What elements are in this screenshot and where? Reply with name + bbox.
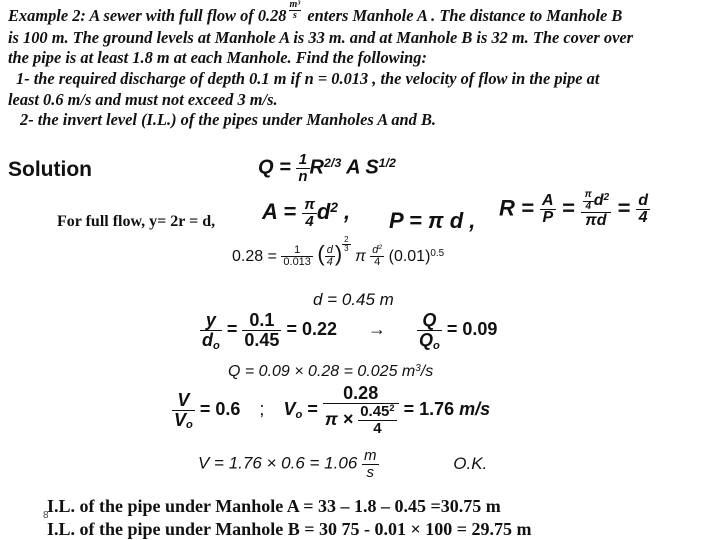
vo-den: [172, 411, 195, 430]
ratio-eq1: =: [226, 319, 238, 340]
area-equation: [262, 197, 350, 230]
step1-exp-frac: [342, 236, 350, 254]
step1-paren-frac: [325, 245, 335, 269]
perimeter-equation: [389, 208, 475, 234]
radius-frac-3: [636, 193, 650, 228]
perimeter-text: P = π d: [389, 208, 464, 233]
area-frac-num: π: [304, 196, 315, 213]
vo-label: [283, 399, 302, 419]
area-lhs: A: [262, 199, 278, 225]
ratio-value-den: 0.45: [244, 329, 280, 350]
vo-eq: =: [307, 398, 318, 419]
velocity-semicolon: ;: [259, 398, 265, 419]
area-exp: 2: [330, 199, 338, 215]
ratio-eq2: = 0.22: [286, 319, 337, 340]
q-num: Q: [417, 311, 442, 331]
problem-statement: [8, 0, 714, 131]
area-frac-den: 4: [305, 212, 314, 230]
step1-pi: π: [355, 248, 366, 265]
radius-frac-2-den: πd: [585, 212, 607, 229]
vo-frac-num: 0.28: [323, 384, 399, 404]
radius-frac-2-num: [581, 190, 611, 213]
step1-eq: =: [267, 248, 277, 265]
manning-r-exp: 2/3: [324, 155, 342, 170]
step1-frac: [281, 245, 313, 269]
q-result-unit-tail: /s: [420, 363, 434, 380]
q-result-text: Q = 0.09 × 0.28 = 0.025: [228, 363, 398, 380]
ratio-value-frac: [242, 311, 281, 350]
radius-pi-den: 4: [585, 200, 592, 212]
v-final-text: V = 1.76 × 0.6 = 1.06: [198, 453, 358, 473]
ratio-eq3: = 0.09: [446, 319, 498, 340]
radius-eq2: =: [561, 195, 575, 221]
invert-level-a: I.L. of the pipe under Manhole A = 33 – 1.8 – 0.45 =30.75 m: [47, 496, 501, 516]
step1-paren-num: d: [326, 243, 333, 256]
manning-a: A: [346, 156, 360, 179]
radius-frac-1-den: P: [542, 209, 554, 227]
radius-pi: π: [584, 189, 592, 200]
problem-line-1: [8, 0, 714, 28]
manning-r: R: [309, 156, 324, 179]
manning-s: S: [365, 156, 379, 179]
area-d: d: [316, 199, 331, 225]
v-num: V: [172, 391, 195, 411]
area-eq: =: [283, 199, 297, 225]
step1-equation: [232, 234, 445, 269]
step1-paren-close: ): [334, 241, 343, 266]
d-result: d = 0.45 m: [313, 290, 394, 309]
area-frac: [302, 197, 317, 230]
ratio-equation: [200, 311, 497, 350]
y-over-do: [200, 311, 222, 350]
manning-frac-num: 1: [296, 152, 309, 169]
manning-eq: =: [279, 156, 291, 179]
radius-equation: [499, 190, 650, 230]
vo-v: V: [174, 409, 187, 430]
problem-line-2: is 100 m. The ground levels at Manhole A is 33 m. and at Manhole B is 32 m. The cover over: [8, 27, 633, 47]
vo-frac-inner-den: 4: [373, 419, 382, 437]
area-sep: ,: [344, 199, 351, 225]
flow-unit-num: m³: [289, 0, 301, 10]
radius-frac-3-num: d: [638, 191, 648, 209]
v-final-unit-den: s: [366, 463, 375, 481]
velocity-ratio-eq: = 0.6: [199, 398, 241, 419]
vo-unit: m/s: [459, 398, 491, 419]
step1-paren-open: (: [317, 241, 325, 266]
radius-d: d: [593, 192, 604, 210]
manning-frac-den: n: [298, 167, 308, 185]
vo-frac-inner-num: [358, 404, 396, 421]
flow-unit-den: s: [292, 9, 297, 21]
qo-q: Q: [419, 329, 434, 350]
radius-frac-2: [581, 190, 611, 230]
y-num: y: [200, 311, 222, 331]
vo-frac-inner-exp: 2: [389, 402, 395, 413]
step1-exp-den: 3: [344, 244, 349, 254]
solution-heading: Solution: [8, 158, 92, 181]
problem-line-3: the pipe is at least 1.8 m at each Manhole. Find the following:: [8, 48, 427, 68]
velocity-equation: [172, 384, 490, 436]
manning-s-exp: 1/2: [378, 155, 396, 170]
vo-frac: [323, 384, 399, 436]
vo-frac-den: [323, 404, 399, 437]
qo-den: [417, 331, 442, 350]
slide-number: 8: [43, 510, 49, 521]
vo-frac-den-pi: π ×: [324, 408, 354, 429]
radius-pi-4: [583, 190, 594, 212]
invert-level-b: I.L. of the pipe under Manhole B = 30 75 - 0.01 × 100 = 29.75 m: [47, 519, 532, 539]
vo-frac-inner-value: 0.45: [360, 402, 390, 420]
problem-line-1-text-b: enters Manhole A . The distance to Manhole B: [307, 6, 623, 25]
v-final-unit-num: m: [364, 447, 377, 464]
radius-frac-1-num: A: [542, 191, 554, 209]
manning-equation: [258, 152, 396, 185]
perimeter-sep: ,: [469, 208, 476, 233]
step1-paren-den: 4: [326, 256, 333, 269]
do-d: d: [202, 329, 213, 350]
radius-eq1: =: [521, 195, 534, 221]
vo-label-sub: o: [295, 408, 303, 421]
q-result-unit: m: [401, 363, 416, 380]
manning-q: Q: [258, 156, 274, 179]
ratio-value-num: 0.1: [242, 311, 281, 331]
problem-line-5: least 0.6 m/s and must not exceed 3 m/s.: [8, 89, 278, 109]
q-over-qo: [417, 311, 442, 350]
problem-line-6: 2- the invert level (I.L.) of the pipes under Manholes A and B.: [20, 110, 436, 130]
v-final: [198, 448, 487, 481]
do-den: [200, 331, 222, 350]
step1-d2-d: d: [372, 243, 379, 256]
step1-frac-num: 1: [281, 245, 313, 258]
manning-frac: [296, 152, 309, 185]
q-result-unit-exp: 3: [415, 362, 421, 374]
ok-mark: O.K.: [453, 453, 488, 473]
full-flow-label: For full flow, y= 2r = d,: [57, 213, 216, 230]
do-sub: o: [213, 339, 220, 352]
step1-exp-num: 2: [344, 234, 349, 244]
problem-line-1-text-a: Example 2: A sewer with full flow of 0.28: [8, 6, 287, 25]
vo-label-v: V: [283, 398, 296, 419]
vo-sub: o: [186, 419, 193, 432]
flow-unit: [289, 0, 302, 21]
step1-frac-den: 0.013: [283, 256, 311, 269]
v-over-vo: [172, 391, 195, 430]
step1-tail: (0.01): [388, 248, 431, 265]
q-result: [228, 363, 433, 381]
vo-frac-inner: [358, 404, 396, 437]
radius-d-exp: 2: [603, 191, 610, 203]
step1-tail-exp: 0.5: [430, 247, 445, 259]
problem-line-4: 1- the required discharge of depth 0.1 m if n = 0.013 , the velocity of flow in the pipe at: [16, 68, 600, 88]
radius-frac-1: [540, 193, 556, 228]
step1-lhs: 0.28: [232, 248, 264, 265]
step1-d2-frac: [370, 245, 384, 269]
radius-eq3: =: [617, 195, 631, 221]
radius-frac-3-den: 4: [638, 209, 648, 227]
step1-d2-den: 4: [374, 256, 381, 269]
step1-d2-exp: 2: [378, 243, 383, 251]
arrow-icon: →: [368, 319, 386, 340]
v-final-unit: [362, 448, 379, 481]
radius-lhs: R: [499, 195, 515, 221]
vo-result: = 1.76: [403, 398, 455, 419]
qo-sub: o: [433, 339, 440, 352]
